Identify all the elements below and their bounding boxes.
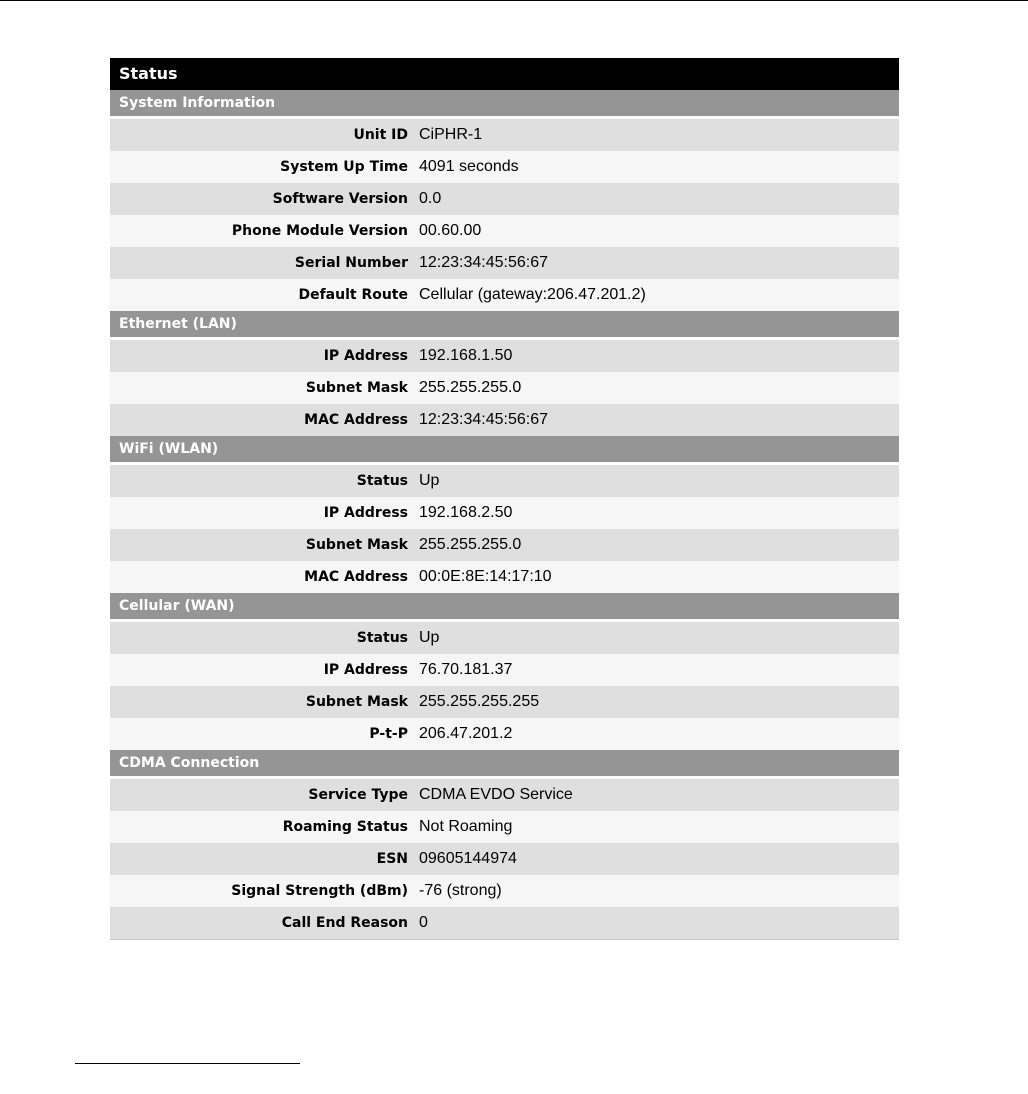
footnote-separator (75, 1063, 300, 1064)
row-value: 00.60.00 (419, 222, 482, 239)
row-value: Up (419, 629, 440, 646)
info-row-roaming-status (110, 811, 899, 843)
section-header: Ethernet (LAN) (110, 311, 899, 337)
row-value: 00:0E:8E:14:17:10 (419, 568, 552, 585)
row-label: Subnet Mask (305, 694, 408, 710)
row-label: MAC Address (304, 412, 408, 428)
info-row-mac-address (110, 561, 899, 593)
section-header: System Information (110, 90, 899, 116)
row-value: CDMA EVDO Service (419, 786, 573, 803)
row-label: Software Version (272, 191, 408, 207)
row-value: 255.255.255.255 (419, 693, 540, 710)
row-value: Up (419, 472, 440, 489)
row-label: Subnet Mask (305, 380, 408, 396)
row-label: Call End Reason (281, 915, 408, 931)
info-row-esn (110, 843, 899, 875)
row-label: P-t-P (369, 726, 408, 742)
info-row-ip-address (110, 497, 899, 529)
row-label: IP Address (323, 348, 408, 364)
row-value: 4091 seconds (419, 158, 519, 175)
info-row-phone-module-version (110, 215, 899, 247)
row-label: Signal Strength (dBm) (231, 883, 408, 899)
row-label: System Up Time (280, 159, 408, 175)
row-value: 0.0 (419, 190, 442, 207)
row-value: 12:23:34:45:56:67 (419, 411, 549, 428)
section-header: WiFi (WLAN) (110, 436, 899, 462)
section-system-information (110, 90, 899, 311)
row-label: Default Route (298, 287, 408, 303)
info-row-ptp (110, 718, 899, 750)
row-label: ESN (376, 851, 408, 867)
row-value: 76.70.181.37 (419, 661, 513, 678)
row-value: 12:23:34:45:56:67 (419, 254, 549, 271)
info-row-mac-address (110, 404, 899, 436)
info-row-call-end-reason (110, 907, 899, 939)
row-value: 206.47.201.2 (419, 725, 513, 742)
panel-title: Status (110, 58, 899, 90)
info-row-software-version (110, 183, 899, 215)
row-label: Phone Module Version (231, 223, 408, 239)
section-header: Cellular (WAN) (110, 593, 899, 619)
section-cdma-connection (110, 750, 899, 939)
status-panel (110, 58, 899, 940)
row-value: -76 (strong) (419, 882, 502, 899)
info-row-ip-address (110, 340, 899, 372)
row-value: CiPHR-1 (419, 126, 483, 143)
info-row-status (110, 465, 899, 497)
info-row-subnet-mask (110, 372, 899, 404)
info-row-status (110, 622, 899, 654)
row-label: Subnet Mask (305, 537, 408, 553)
section-ethernet-lan (110, 311, 899, 436)
row-label: Status (356, 473, 408, 489)
row-value: 255.255.255.0 (419, 536, 522, 553)
row-value: 255.255.255.0 (419, 379, 522, 396)
row-value: 192.168.2.50 (419, 504, 513, 521)
info-row-subnet-mask (110, 686, 899, 718)
row-value: Cellular (gateway:206.47.201.2) (419, 286, 646, 303)
row-label: Unit ID (353, 127, 408, 143)
row-label: Service Type (308, 787, 408, 803)
info-row-serial-number (110, 247, 899, 279)
row-label: Roaming Status (282, 819, 408, 835)
row-label: IP Address (323, 662, 408, 678)
info-row-unit-id (110, 119, 899, 151)
section-wifi-wlan (110, 436, 899, 593)
row-label: IP Address (323, 505, 408, 521)
info-row-signal-strength (110, 875, 899, 907)
info-row-subnet-mask (110, 529, 899, 561)
page-top-rule (0, 0, 1028, 1)
info-row-default-route (110, 279, 899, 311)
row-label: Serial Number (294, 255, 408, 271)
row-label: Status (356, 630, 408, 646)
info-row-service-type (110, 779, 899, 811)
row-value: 0 (419, 914, 428, 931)
section-cellular-wan (110, 593, 899, 750)
row-value: 192.168.1.50 (419, 347, 513, 364)
info-row-system-up-time (110, 151, 899, 183)
section-header: CDMA Connection (110, 750, 899, 776)
row-value: Not Roaming (419, 818, 513, 835)
info-row-ip-address (110, 654, 899, 686)
row-value: 09605144974 (419, 850, 517, 867)
row-label: MAC Address (304, 569, 408, 585)
